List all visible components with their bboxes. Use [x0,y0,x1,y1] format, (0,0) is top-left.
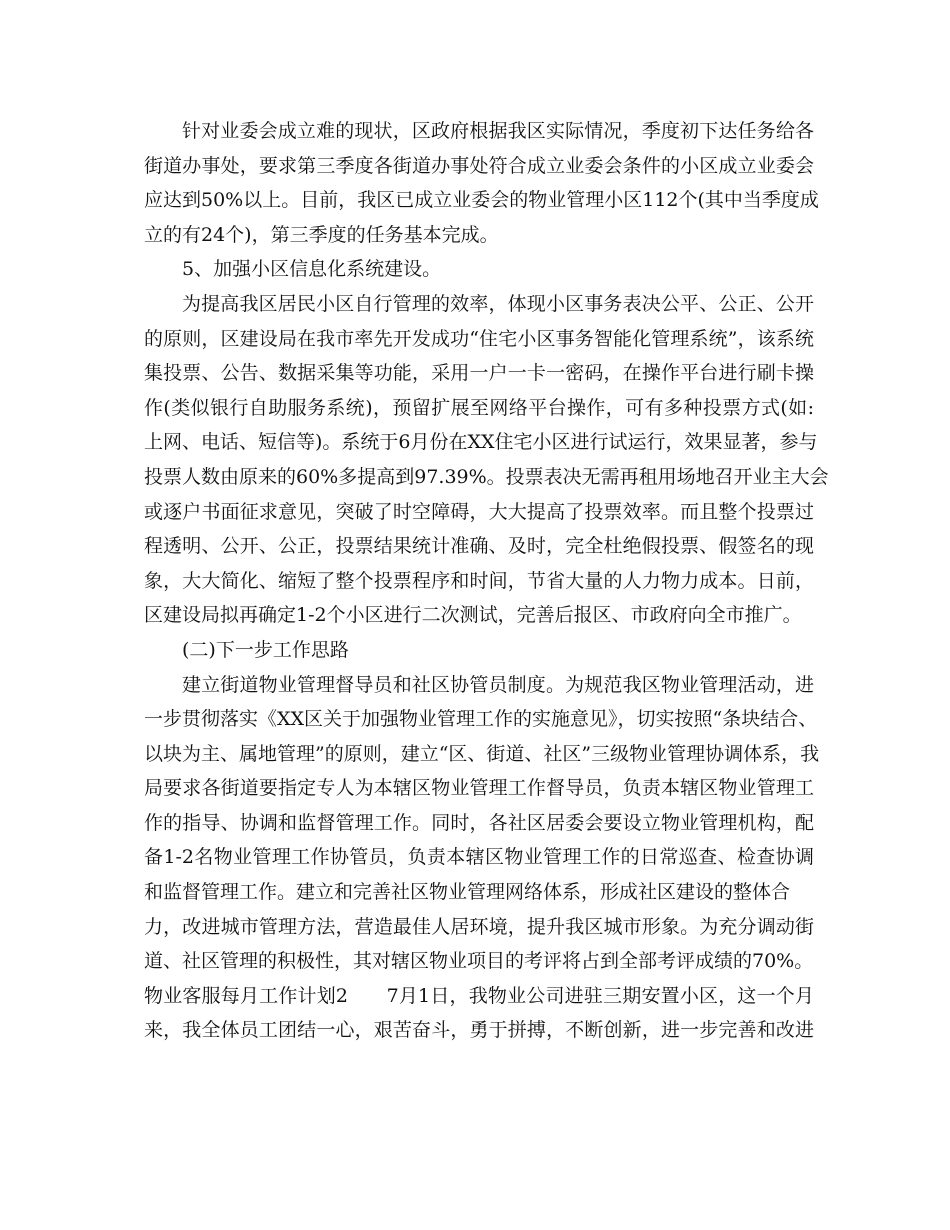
section-heading: (二)下一步工作思路 [182,638,349,661]
paragraph-line: 集投票、公告、数据采集等功能，采用一户一卡一密码，在操作平台进行刷卡操 [144,362,814,385]
paragraph-line: 街道办事处，要求第三季度各街道办事处符合成立业委会条件的小区成立业委会 [144,154,814,177]
paragraph-line: 上网、电话、短信等)。系统于6月份在XX住宅小区进行试运行，效果显著，参与 [144,431,818,454]
paragraph-line: 作的指导、协调和监督管理工作。同时，各社区居委会要设立物业管理机构，配 [144,811,814,834]
paragraph-line: 以块为主、属地管理”的原则，建立“区、街道、社区”三级物业管理协调体系，我 [144,742,820,765]
paragraph-line: 建立街道物业管理督导员和社区协管员制度。为规范我区物业管理活动，进 [182,673,814,696]
paragraph-line: 备1-2名物业管理工作协管员，负责本辖区物业管理工作的日常巡查、检查协调 [144,846,814,869]
paragraph-line: 来，我全体员工团结一心，艰苦奋斗，勇于拼搏，不断创新，进一步完善和改进 [144,1019,814,1042]
paragraph-line: 或逐户书面征求意见，突破了时空障碍，大大提高了投票效率。而且整个投票过 [144,500,814,523]
paragraph-line: 局要求各街道要指定专人为本辖区物业管理工作督导员，负责本辖区物业管理工 [144,777,814,800]
paragraph-line: 立的有24个)，第三季度的任务基本完成。 [144,223,499,246]
paragraph-line: 道、社区管理的积极性，其对辖区物业项目的考评将占到全部考评成绩的70%。 [144,950,814,973]
paragraph-line: 区建设局拟再确定1-2个小区进行二次测试，完善后报区、市政府向全市推广。 [144,604,802,627]
paragraph-line: 针对业委会成立难的现状，区政府根据我区实际情况，季度初下达任务给各 [182,120,814,142]
section-heading: 5、加强小区信息化系统建设。 [182,258,442,281]
paragraph-line: 的原则，区建设局在我市率先开发成功“住宅小区事务智能化管理系统”，该系统 [144,327,814,350]
paragraph-line: 投票人数由原来的60%多提高到97.39%。投票表决无需再租用场地召开业主大会 [144,465,829,488]
paragraph-line: 应达到50%以上。目前，我区已成立业委会的物业管理小区112个(其中当季度成 [144,189,819,212]
paragraph-line: 作(类似银行自助服务系统)，预留扩展至网络平台操作，可有多种投票方式(如: [144,396,814,419]
paragraph-line: 力，改进城市管理方法，营造最佳人居环境，提升我区城市形象。为充分调动街 [144,915,814,938]
paragraph-line: 和监督管理工作。建立和完善社区物业管理网络体系，形成社区建设的整体合 [144,881,791,904]
paragraph-line: 为提高我区居民小区自行管理的效率，体现小区事务表决公平、公正、公开 [182,292,814,315]
document-body [144,114,829,1048]
paragraph-line: 一步贯彻落实《XX区关于加强物业管理工作的实施意见》，切实按照“条块结合、 [144,708,818,731]
paragraph-line: 物业客服每月工作计划2 7月1日，我物业公司进驻三期安置小区，这一个月 [144,984,814,1007]
paragraph-line: 程透明、公开、公正，投票结果统计准确、及时，完全杜绝假投票、假签名的现 [144,535,814,558]
paragraph-line: 象，大大简化、缩短了整个投票程序和时间，节省大量的人力物力成本。日前， [144,569,814,592]
